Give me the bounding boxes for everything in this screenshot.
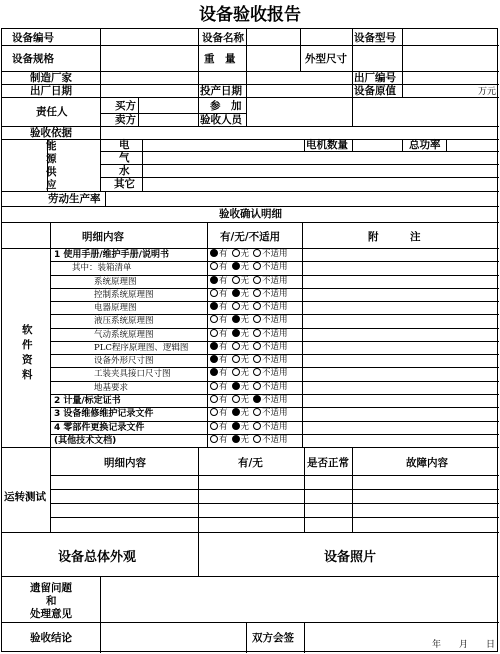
option-yes[interactable] bbox=[210, 408, 228, 418]
option-yes[interactable] bbox=[210, 422, 228, 432]
label-conclusion: 验收结论 bbox=[30, 632, 72, 644]
rule bbox=[2, 447, 499, 448]
option-no[interactable] bbox=[232, 302, 250, 312]
option-label: 无 bbox=[240, 395, 250, 405]
option-label: 有 bbox=[219, 355, 228, 365]
label-participate: 参 加 bbox=[210, 100, 242, 112]
label-inspectors: 验收人员 bbox=[200, 114, 242, 126]
option-na[interactable] bbox=[253, 395, 288, 405]
doc-item-label: 地基要求 bbox=[94, 383, 129, 393]
option-no[interactable] bbox=[232, 315, 250, 325]
option-label: 不适用 bbox=[262, 355, 288, 365]
radio-filled-icon bbox=[232, 435, 240, 443]
option-label: 有 bbox=[219, 302, 228, 312]
option-na[interactable] bbox=[253, 422, 288, 432]
doc-item-options bbox=[210, 435, 292, 446]
label-detail-content: 明细内容 bbox=[82, 231, 124, 243]
label-overall: 设备总体外观 bbox=[58, 550, 137, 565]
radio-empty-icon bbox=[210, 262, 218, 270]
radio-empty-icon bbox=[210, 395, 218, 403]
radio-empty-icon bbox=[253, 342, 261, 350]
rule bbox=[50, 503, 499, 504]
option-na[interactable] bbox=[253, 302, 288, 312]
option-na[interactable] bbox=[253, 329, 288, 339]
radio-empty-icon bbox=[253, 276, 261, 284]
rule bbox=[352, 139, 353, 151]
doc-item-label: 其中：装箱清单 bbox=[72, 263, 132, 273]
label-date: 年 月 日 bbox=[432, 640, 496, 650]
label-run-yes-no: 有/无 bbox=[238, 457, 263, 469]
rule bbox=[50, 475, 499, 476]
option-yes[interactable] bbox=[210, 262, 228, 272]
label-outline-size: 外型尺寸 bbox=[305, 53, 347, 65]
doc-item-options bbox=[210, 249, 292, 260]
option-label: 不适用 bbox=[262, 302, 288, 312]
rule bbox=[100, 29, 101, 139]
radio-empty-icon bbox=[253, 329, 261, 337]
doc-item-label: 电器原理图 bbox=[94, 303, 137, 313]
rule bbox=[446, 139, 447, 151]
option-label: 有 bbox=[219, 249, 228, 259]
rule bbox=[50, 222, 51, 447]
radio-empty-icon bbox=[232, 302, 240, 310]
option-label: 有 bbox=[219, 435, 228, 445]
radio-filled-icon bbox=[210, 355, 218, 363]
radio-empty-icon bbox=[253, 355, 261, 363]
radio-filled-icon bbox=[210, 342, 218, 350]
option-no[interactable] bbox=[232, 276, 250, 286]
option-no[interactable] bbox=[232, 368, 250, 378]
option-label: 不适用 bbox=[262, 368, 288, 378]
radio-filled-icon bbox=[232, 408, 240, 416]
option-yes[interactable] bbox=[210, 342, 228, 352]
rule bbox=[100, 139, 101, 191]
option-na[interactable] bbox=[253, 355, 288, 365]
radio-empty-icon bbox=[253, 289, 261, 297]
label-other: 其它 bbox=[114, 178, 135, 190]
option-label: 有 bbox=[219, 368, 228, 378]
doc-item-options bbox=[210, 342, 292, 353]
option-na[interactable] bbox=[253, 289, 288, 299]
rule bbox=[2, 84, 499, 85]
radio-empty-icon bbox=[232, 249, 240, 257]
rule bbox=[2, 45, 499, 46]
label-device-name: 设备名称 bbox=[202, 32, 244, 44]
option-label: 不适用 bbox=[262, 276, 288, 286]
radio-empty-icon bbox=[210, 315, 218, 323]
doc-item-label: 控制系统原理图 bbox=[94, 290, 154, 300]
radio-empty-icon bbox=[253, 249, 261, 257]
option-label: 有 bbox=[219, 408, 228, 418]
label-factory-date: 出厂日期 bbox=[30, 85, 72, 97]
label-software-2: 件 bbox=[22, 339, 33, 351]
label-water: 水 bbox=[119, 165, 130, 177]
option-label: 无 bbox=[240, 435, 250, 445]
option-label: 无 bbox=[240, 329, 250, 339]
option-yes[interactable] bbox=[210, 276, 228, 286]
label-software-1: 软 bbox=[22, 324, 33, 336]
option-na[interactable] bbox=[253, 382, 288, 392]
report-title: 设备验收报告 bbox=[199, 5, 301, 25]
doc-item-label: 4 零部件更换记录文件 bbox=[54, 423, 145, 433]
option-no[interactable] bbox=[232, 329, 250, 339]
label-device-spec: 设备规格 bbox=[12, 53, 54, 65]
option-label: 无 bbox=[240, 422, 250, 432]
option-na[interactable] bbox=[253, 249, 288, 259]
option-label: 无 bbox=[240, 355, 250, 365]
radio-empty-icon bbox=[232, 395, 240, 403]
rule bbox=[300, 29, 301, 71]
label-unit-wan: 万元 bbox=[478, 87, 497, 97]
radio-empty-icon bbox=[253, 262, 261, 270]
radio-filled-icon bbox=[210, 249, 218, 257]
label-total-power: 总功率 bbox=[409, 139, 441, 151]
rule bbox=[246, 622, 247, 653]
doc-item-label: PLC程序原理图、逻辑图 bbox=[94, 343, 189, 353]
label-motor-count: 电机数量 bbox=[306, 139, 348, 151]
option-label: 有 bbox=[219, 262, 228, 272]
rule bbox=[198, 532, 199, 576]
radio-empty-icon bbox=[232, 276, 240, 284]
radio-empty-icon bbox=[253, 408, 261, 416]
radio-filled-icon bbox=[210, 368, 218, 376]
label-energy-3: 供 bbox=[46, 166, 57, 178]
label-energy-4: 应 bbox=[46, 179, 57, 191]
radio-empty-icon bbox=[253, 422, 261, 430]
rule bbox=[2, 71, 499, 72]
option-no[interactable] bbox=[232, 249, 250, 259]
rule bbox=[142, 139, 143, 191]
rule bbox=[2, 222, 499, 223]
option-yes[interactable] bbox=[210, 368, 228, 378]
radio-empty-icon bbox=[232, 355, 240, 363]
option-label: 不适用 bbox=[262, 408, 288, 418]
label-responsible: 责任人 bbox=[36, 106, 68, 118]
option-label: 不适用 bbox=[262, 315, 288, 325]
rule bbox=[302, 222, 303, 447]
rule bbox=[105, 191, 106, 206]
radio-empty-icon bbox=[232, 342, 240, 350]
doc-item-options bbox=[210, 315, 292, 326]
radio-filled-icon bbox=[232, 262, 240, 270]
option-label: 不适用 bbox=[262, 395, 288, 405]
radio-empty-icon bbox=[232, 368, 240, 376]
doc-item-options bbox=[210, 395, 292, 406]
radio-empty-icon bbox=[253, 315, 261, 323]
option-yes[interactable] bbox=[210, 382, 228, 392]
option-no[interactable] bbox=[232, 408, 250, 418]
radio-filled-icon bbox=[232, 329, 240, 337]
option-label: 有 bbox=[219, 329, 228, 339]
label-seller: 卖方 bbox=[115, 114, 136, 126]
label-original-value: 设备原值 bbox=[354, 85, 396, 97]
doc-item-label: 设备外形尺寸图 bbox=[94, 356, 154, 366]
radio-empty-icon bbox=[253, 302, 261, 310]
option-label: 有 bbox=[219, 395, 228, 405]
label-factory-no: 出厂编号 bbox=[354, 72, 396, 84]
option-label: 无 bbox=[240, 276, 250, 286]
rule bbox=[2, 126, 499, 127]
option-label: 无 bbox=[240, 408, 250, 418]
rule bbox=[100, 151, 499, 152]
rule bbox=[304, 622, 305, 653]
label-software-4: 料 bbox=[22, 369, 33, 381]
option-label: 不适用 bbox=[262, 435, 288, 445]
label-run-normal: 是否正常 bbox=[307, 457, 349, 469]
label-energy-1: 能 bbox=[46, 140, 57, 152]
option-no[interactable] bbox=[232, 262, 250, 272]
radio-empty-icon bbox=[210, 329, 218, 337]
radio-empty-icon bbox=[210, 382, 218, 390]
option-label: 无 bbox=[240, 249, 250, 259]
radio-empty-icon bbox=[210, 289, 218, 297]
option-label: 不适用 bbox=[262, 329, 288, 339]
rule bbox=[2, 576, 499, 577]
option-no[interactable] bbox=[232, 422, 250, 432]
doc-item-options bbox=[210, 302, 292, 313]
doc-item-label: 3 设备维修维护记录文件 bbox=[54, 409, 154, 419]
rule bbox=[352, 29, 353, 126]
option-label: 不适用 bbox=[262, 249, 288, 259]
option-no[interactable] bbox=[232, 395, 250, 405]
radio-filled-icon bbox=[232, 315, 240, 323]
doc-item-label: 液压系统原理图 bbox=[94, 316, 154, 326]
option-label: 有 bbox=[219, 276, 228, 286]
doc-item-label: (其他技术文档) bbox=[54, 436, 117, 446]
label-buyer: 买方 bbox=[115, 100, 136, 112]
option-label: 无 bbox=[240, 342, 250, 352]
rule bbox=[246, 29, 247, 126]
label-energy-2: 源 bbox=[46, 153, 57, 165]
rule bbox=[2, 206, 499, 207]
rule bbox=[2, 191, 499, 192]
doc-item-options bbox=[210, 408, 292, 419]
doc-item-options bbox=[210, 422, 292, 433]
label-run-fault: 故障内容 bbox=[406, 457, 448, 469]
option-label: 无 bbox=[240, 382, 250, 392]
rule bbox=[2, 532, 499, 533]
option-no[interactable] bbox=[232, 382, 250, 392]
doc-item-options bbox=[210, 262, 292, 273]
rule bbox=[402, 139, 403, 151]
label-left-issues-3: 处理意见 bbox=[30, 608, 72, 620]
label-elec: 电 bbox=[119, 139, 130, 151]
rule bbox=[50, 489, 499, 490]
label-run-detail: 明细内容 bbox=[104, 457, 146, 469]
option-no[interactable] bbox=[232, 342, 250, 352]
rule bbox=[138, 97, 139, 126]
doc-item-options bbox=[210, 368, 292, 379]
option-label: 不适用 bbox=[262, 342, 288, 352]
label-device-no: 设备编号 bbox=[12, 32, 54, 44]
option-label: 有 bbox=[219, 342, 228, 352]
label-remarks: 附 注 bbox=[368, 231, 421, 243]
option-yes[interactable] bbox=[210, 302, 228, 312]
option-label: 不适用 bbox=[262, 289, 288, 299]
option-label: 无 bbox=[240, 302, 250, 312]
label-gas: 气 bbox=[119, 152, 130, 164]
rule bbox=[198, 29, 199, 126]
option-yes[interactable] bbox=[210, 315, 228, 325]
label-device-model: 设备型号 bbox=[354, 32, 396, 44]
radio-filled-icon bbox=[253, 395, 261, 403]
option-label: 有 bbox=[219, 382, 228, 392]
rule bbox=[50, 517, 499, 518]
doc-item-label: 2 计量/标定证书 bbox=[54, 396, 121, 406]
doc-item-label: 工装夹具接口尺寸图 bbox=[94, 369, 171, 379]
rule bbox=[100, 177, 499, 178]
doc-item-label: 系统原理图 bbox=[94, 277, 137, 287]
rule bbox=[2, 97, 499, 98]
option-label: 无 bbox=[240, 289, 250, 299]
option-label: 无 bbox=[240, 315, 250, 325]
radio-empty-icon bbox=[253, 368, 261, 376]
radio-filled-icon bbox=[232, 382, 240, 390]
label-confirm-detail: 验收确认明细 bbox=[219, 208, 282, 220]
doc-item-label: 1 使用手册/维护手册/说明书 bbox=[54, 250, 169, 260]
option-na[interactable] bbox=[253, 408, 288, 418]
option-na[interactable] bbox=[253, 276, 288, 286]
option-label: 不适用 bbox=[262, 262, 288, 272]
option-label: 有 bbox=[219, 315, 228, 325]
label-both-sign: 双方会签 bbox=[252, 632, 294, 644]
option-na[interactable] bbox=[253, 342, 288, 352]
radio-empty-icon bbox=[210, 422, 218, 430]
doc-item-options bbox=[210, 276, 292, 287]
doc-item-options bbox=[210, 289, 292, 300]
option-no[interactable] bbox=[232, 355, 250, 365]
doc-item-options bbox=[210, 329, 292, 340]
radio-filled-icon bbox=[210, 302, 218, 310]
option-no[interactable] bbox=[232, 435, 250, 445]
option-yes[interactable] bbox=[210, 435, 228, 445]
option-label: 无 bbox=[240, 368, 250, 378]
option-na[interactable] bbox=[253, 315, 288, 325]
option-na[interactable] bbox=[253, 262, 288, 272]
rule bbox=[100, 164, 499, 165]
option-label: 有 bbox=[219, 422, 228, 432]
rule bbox=[2, 622, 499, 623]
radio-filled-icon bbox=[232, 422, 240, 430]
radio-empty-icon bbox=[210, 435, 218, 443]
radio-empty-icon bbox=[210, 408, 218, 416]
label-software-3: 资 bbox=[22, 354, 33, 366]
option-yes[interactable] bbox=[210, 395, 228, 405]
acceptance-form bbox=[1, 28, 498, 652]
rule bbox=[207, 222, 208, 447]
label-basis: 验收依据 bbox=[30, 127, 72, 139]
option-label: 不适用 bbox=[262, 422, 288, 432]
option-label: 有 bbox=[219, 289, 228, 299]
label-weight: 重 量 bbox=[204, 53, 236, 65]
radio-filled-icon bbox=[232, 289, 240, 297]
option-yes[interactable] bbox=[210, 289, 228, 299]
label-manufacturer: 制造厂家 bbox=[30, 72, 72, 84]
doc-item-label: 气动系统原理图 bbox=[94, 330, 154, 340]
doc-item-options bbox=[210, 355, 292, 366]
option-na[interactable] bbox=[253, 435, 288, 445]
option-no[interactable] bbox=[232, 289, 250, 299]
rule bbox=[402, 29, 403, 97]
radio-empty-icon bbox=[253, 435, 261, 443]
rule bbox=[304, 139, 305, 151]
label-left-issues-1: 遗留问题 bbox=[30, 582, 72, 594]
label-photo: 设备照片 bbox=[324, 550, 377, 565]
option-yes[interactable] bbox=[210, 329, 228, 339]
option-na[interactable] bbox=[253, 368, 288, 378]
label-left-issues-2: 和 bbox=[46, 595, 57, 607]
radio-filled-icon bbox=[210, 276, 218, 284]
label-labor: 劳动生产率 bbox=[48, 193, 101, 205]
option-yes[interactable] bbox=[210, 249, 228, 259]
rule bbox=[100, 576, 101, 653]
label-operation-date: 投产日期 bbox=[200, 85, 242, 97]
option-yes[interactable] bbox=[210, 355, 228, 365]
label-run-test: 运转测试 bbox=[4, 491, 46, 503]
option-label: 无 bbox=[240, 262, 250, 272]
doc-item-options bbox=[210, 382, 292, 393]
label-yes-no-na: 有/无/不适用 bbox=[220, 231, 281, 243]
radio-empty-icon bbox=[253, 382, 261, 390]
option-label: 不适用 bbox=[262, 382, 288, 392]
